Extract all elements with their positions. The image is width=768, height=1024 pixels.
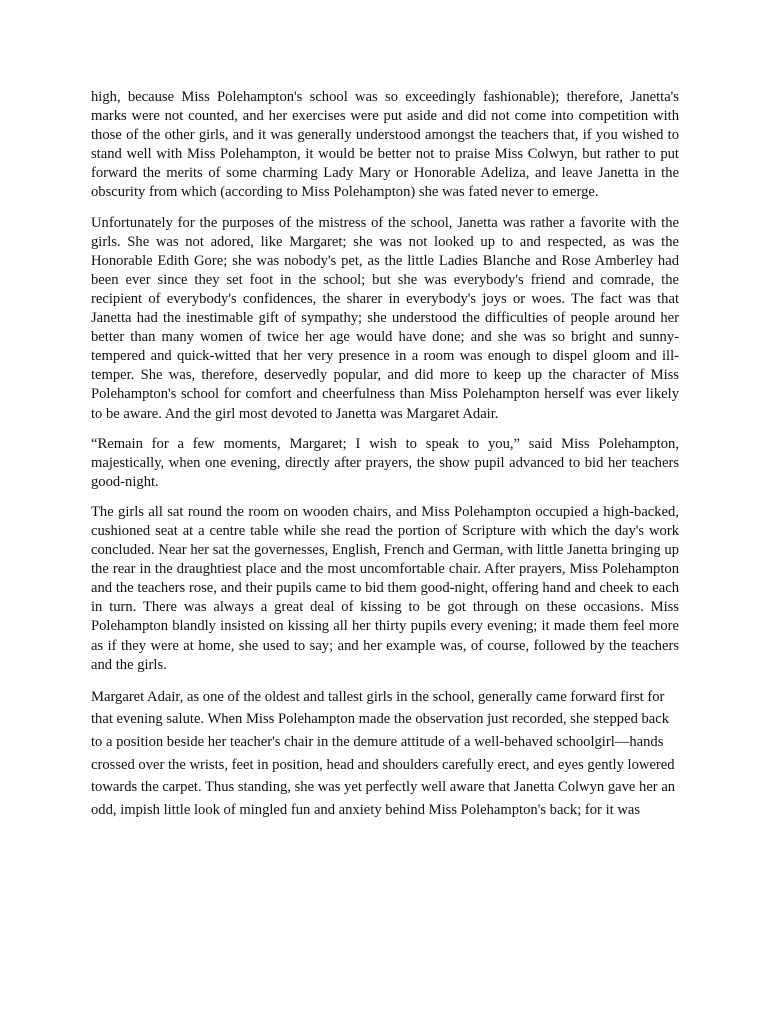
paragraph-2: Unfortunately for the purposes of the mistress of the school, Janetta was rather a favorite with the girls. She was not adored, like Margaret; she was not looked up to and respected, as was the Honorable Edith Gore; she was nobody's pet, as the little Ladies Blanche and Rose Amberley had been ever since they set foot in the school; but she was everybody's friend and comrade, the recipient of everybody's confidences, the sharer in everybody's joys or woes. The fact was that Janetta had the inestimable gift of sympathy; she understood the difficulties of people around her better than many women of twice her age would have done; and she was so bright and sunny-tempered and quick-witted that her very presence in a room was enough to dispel gloom and ill-temper. She was, therefore, deservedly popular, and did more to keep up the character of Miss Polehampton's school for comfort and cheerfulness than Miss Polehampton herself was ever likely to be aware. And the girl most devoted to Janetta was Margaret Adair. — [91, 214, 679, 422]
paragraph-1: high, because Miss Polehampton's school was so exceedingly fashionable); therefore, Janetta's marks were not counted, and her exercises were put aside and did not come into competition with those of the other girls, and it was generally understood amongst the teachers that, if you wished to stand well with Miss Polehampton, it would be better not to praise Miss Colwyn, but rather to put forward the merits of some charming Lady Mary or Honorable Adeliza, and leave Janetta in the obscurity from which (according to Miss Polehampton) she was fated never to emerge. — [91, 89, 679, 201]
document-page — [91, 88, 679, 832]
paragraph-4: The girls all sat round the room on wooden chairs, and Miss Polehampton occupied a high-backed, cushioned seat at a centre table while she read the portion of Scripture with which the day's work concluded. Near her sat the governesses, English, French and German, with little Janetta bringing up the rear in the draughtiest place and the most uncomfortable chair. After prayers, Miss Polehampton and the teachers rose, and their pupils came to bid them good-night, offering hand and cheek to each in turn. There was always a great deal of kissing to be got through on these occasions. Miss Polehampton blandly insisted on kissing all her thirty pupils every evening; it made them feel more as if they were at home, she used to say; and her example was, of course, followed by the teachers and the girls. — [91, 503, 679, 673]
paragraph-3: “Remain for a few moments, Margaret; I wish to speak to you,” said Miss Polehampton, majestically, when one evening, directly after prayers, the show pupil advanced to bid her teachers good-night. — [91, 435, 679, 490]
paragraph-5: Margaret Adair, as one of the oldest and tallest girls in the school, generally came forward first for that evening salute. When Miss Polehampton made the observation just recorded, she stepped back to a position beside her teacher's chair in the demure attitude of a well-behaved schoolgirl—hands crossed over the wrists, feet in position, head and shoulders carefully erect, and eyes gently lowered towards the carpet. Thus standing, she was yet perfectly well aware that Janetta Colwyn gave her an odd, impish little look of mingled fun and anxiety behind Miss Polehampton's back; for it was — [91, 688, 676, 818]
